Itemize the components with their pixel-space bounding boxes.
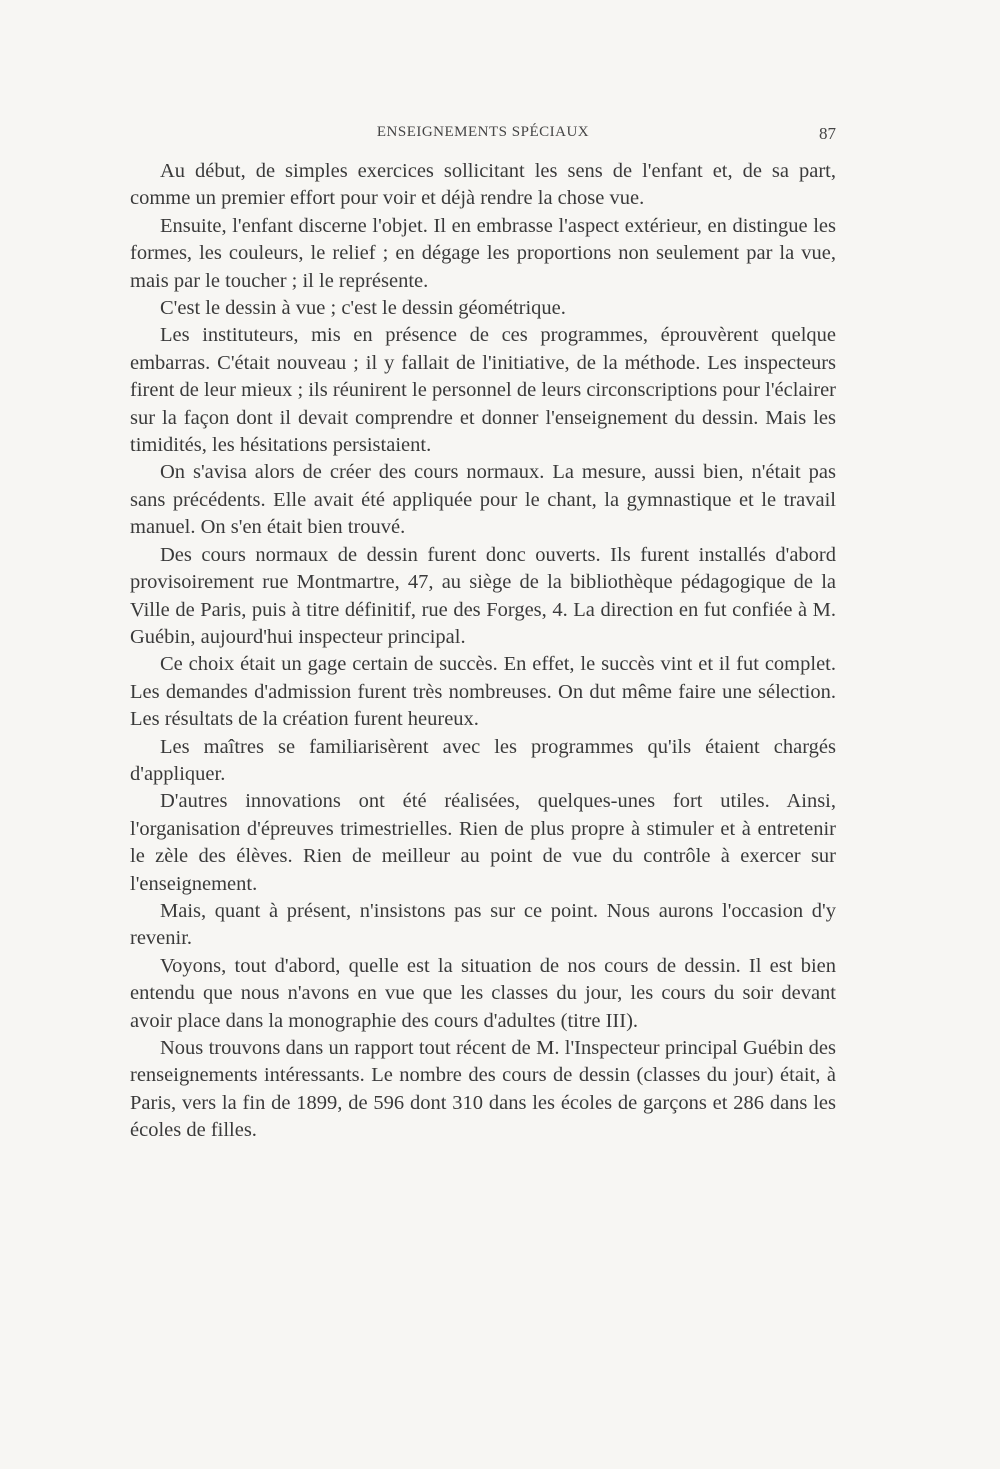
running-head (130, 124, 836, 148)
paragraph: C'est le dessin à vue ; c'est le dessin géométrique. (160, 297, 566, 320)
paragraph: Ensuite, l'enfant discerne l'objet. Il en embrasse l'aspect extérieur, en distingue les formes, les couleurs, le relief ; en dégage les proportions non seulement par la vue, mais par le toucher ; il le représente. (130, 214, 836, 292)
paragraph: Nous trouvons dans un rapport tout récent de M. l'Inspecteur principal Guébin des renseignements intéressants. Le nombre des cours de dessin (classes du jour) était, à Paris, vers la fin de 1899, de 596 dont 310 dans les écoles de garçons et 286 dans les écoles de filles. (130, 1037, 836, 1142)
page-number: 87 (819, 124, 836, 143)
paragraph: Ce choix était un gage certain de succès. En effet, le succès vint et il fut complet. Les demandes d'admission furent très nombreuses. On dut même faire une sélection. Les résultats de la création furent heureux. (130, 653, 836, 731)
paragraph: Au début, de simples exercices sollicitant les sens de l'enfant et, de sa part, comme un premier effort pour voir et déjà rendre la chose vue. (130, 160, 836, 210)
paragraph: Mais, quant à présent, n'insistons pas sur ce point. Nous aurons l'occasion d'y revenir. (130, 899, 836, 950)
paragraph: Des cours normaux de dessin furent donc ouverts. Ils furent installés d'abord provisoirement rue Montmartre, 47, au siège de la bibliothèque pédagogique de la Ville de Paris, puis à titre définitif, rue des Forges, 4. La direction en fut confiée à M. Guébin, aujourd'hui inspecteur principal. (130, 543, 836, 648)
paragraph: Les maîtres se familiarisèrent avec les programmes qu'ils étaient chargés d'appliquer. (130, 735, 836, 785)
body-text (130, 158, 836, 1145)
paragraph: D'autres innovations ont été réalisées, quelques-unes fort utiles. Ainsi, l'organisation d'épreuves trimestrielles. Rien de plus propre à stimuler et à entretenir le zèle des élèves. Rien de meilleur au point de vue du contrôle à exercer sur l'enseignement. (130, 790, 836, 895)
paragraph: On s'avisa alors de créer des cours normaux. La mesure, aussi bien, n'était pas sans précédents. Elle avait été appliquée pour le chant, la gymnastique et le travail manuel. On s'en était bien trouvé. (130, 461, 836, 539)
header-title: ENSEIGNEMENTS SPÉCIAUX (376, 124, 590, 140)
paragraph: Les instituteurs, mis en présence de ces programmes, éprouvèrent quelque embarras. C'était nouveau ; il y fallait de l'initiative, de la méthode. Les inspecteurs firent de leur mieux ; ils réunirent le personnel de leurs circonscriptions pour l'éclairer sur la façon dont il devait comprendre et donner l'enseignement du dessin. Mais les timidités, les hésitations persistaient. (130, 324, 836, 457)
paragraph: Voyons, tout d'abord, quelle est la situation de nos cours de dessin. Il est bien entendu que nous n'avons en vue que les classes du jour, les cours du soir devant avoir place dans la monographie des cours d'adultes (titre III). (130, 954, 836, 1032)
